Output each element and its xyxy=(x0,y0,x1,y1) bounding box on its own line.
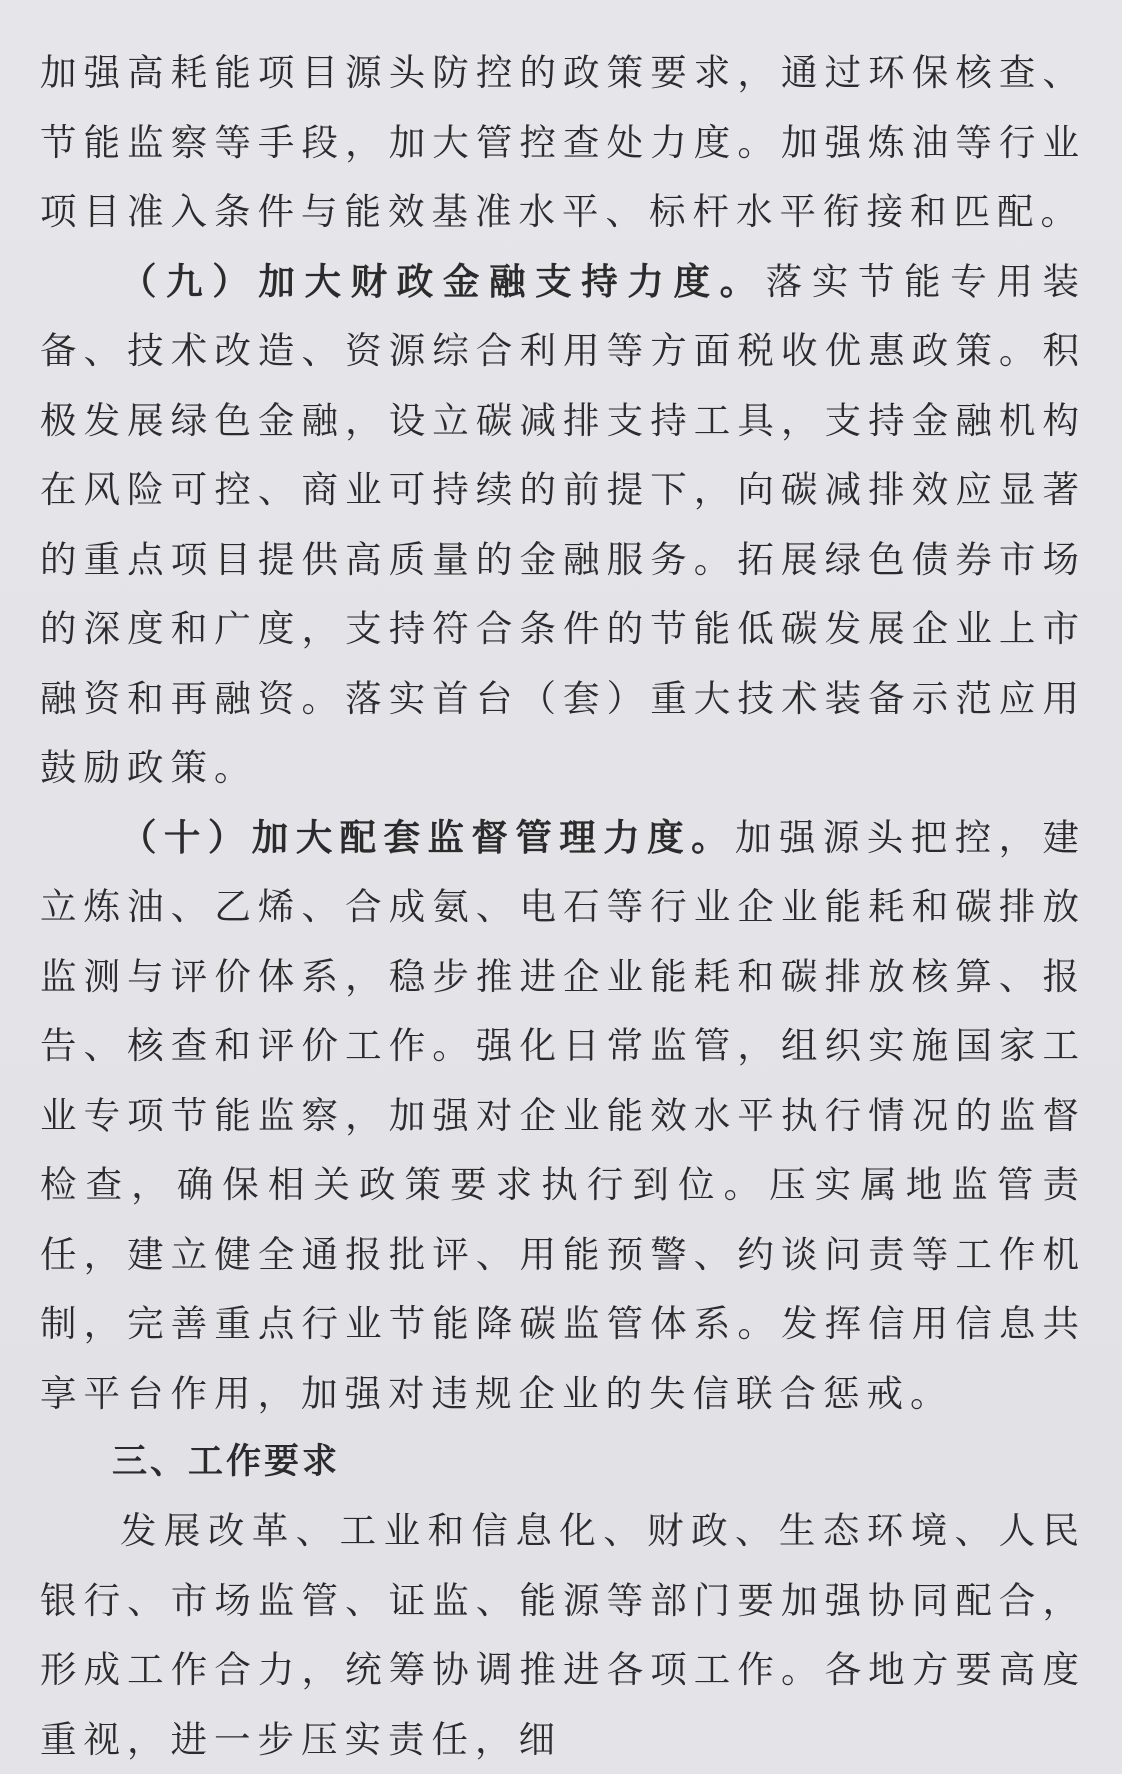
paragraph-text: 发展改革、工业和信息化、财政、生态环境、人民银行、市场监管、证监、能源等部门要加强协同配合，形成工作合力，统筹协调推进各项工作。各地方要高度重视，进一步压实责任，细 xyxy=(40,1509,1086,1761)
paragraph-lead-heading: （十）加大配套监督管理力度。 xyxy=(120,815,735,859)
paragraph-supervision-management xyxy=(40,803,1086,1429)
paragraph-lead-heading: （九）加大财政金融支持力度。 xyxy=(120,259,766,303)
paragraph-text: 加强高耗能项目源头防控的政策要求，通过环保核查、节能监察等手段，加大管控查处力度。加强炼油等行业项目准入条件与能效基准水平、标杆水平衔接和匹配。 xyxy=(40,51,1086,233)
paragraph-work-requirements xyxy=(40,1496,1086,1774)
paragraph-text: 加强源头把控，建立炼油、乙烯、合成氨、电石等行业企业能耗和碳排放监测与评价体系，稳步推进企业能耗和碳排放核算、报告、核查和评价工作。强化日常监管，组织实施国家工业专项节能监察，加强对企业能效水平执行情况的监督检查，确保相关政策要求执行到位。压实属地监管责任，建立健全通报批评、用能预警、约谈问责等工作机制，完善重点行业节能降碳监管体系。发挥信用信息共享平台作用，加强对违规企业的失信联合惩戒。 xyxy=(40,815,1087,1415)
paragraph-text: 落实节能专用装备、技术改造、资源综合利用等方面税收优惠政策。积极发展绿色金融，设立碳减排支持工具，支持金融机构在风险可控、商业可持续的前提下，向碳减排效应显著的重点项目提供高质量的金融服务。拓展绿色债券市场的深度和广度，支持符合条件的节能低碳发展企业上市融资和再融资。落实首台（套）重大技术装备示范应用鼓励政策。 xyxy=(40,259,1086,789)
paragraph-policy-requirements xyxy=(40,38,1086,247)
section-heading-work-requirements: 三、工作要求 xyxy=(112,1442,341,1482)
paragraph-fiscal-financial-support xyxy=(40,247,1086,803)
